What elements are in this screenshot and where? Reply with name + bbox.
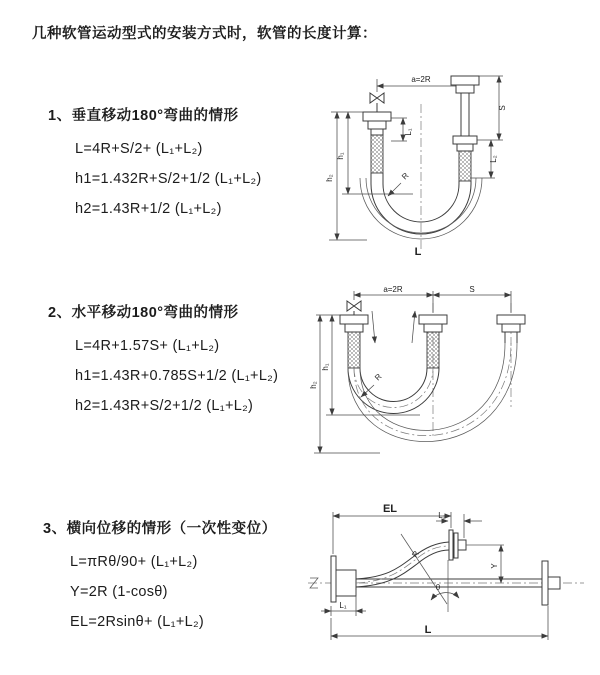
braided-hose-section — [459, 151, 471, 181]
dim-el — [333, 503, 451, 554]
dim-label-a2r: a=2R — [383, 285, 403, 294]
displaced-hose — [356, 542, 449, 587]
formula-l: L=4R+S/2+ (L₁+L₂) — [75, 141, 203, 157]
dim-label-l1: L₁ — [339, 601, 347, 610]
section-1-formulas — [75, 134, 262, 224]
section-3-formulas — [70, 547, 277, 637]
left-pipe-fitting — [363, 112, 391, 173]
dim-label-radius: R — [410, 549, 421, 560]
dim-label-a2r: a=2R — [411, 75, 431, 84]
formula-l: L=4R+1.57S+ (L₁+L₂) — [75, 338, 220, 354]
radius-annotation — [388, 171, 411, 196]
dim-l1 — [391, 118, 413, 141]
dim-l2 — [436, 511, 482, 538]
dim-h2 — [309, 315, 380, 453]
dim-label-el: EL — [382, 503, 398, 515]
dim-label-h2: h₂ — [325, 174, 334, 182]
dim-a-2r — [354, 285, 511, 313]
dim-label-radius: R — [400, 170, 411, 182]
diagram-horizontal-180-bend — [308, 285, 595, 467]
formula-h1: h1=1.432R+S/2+1/2 (L₁+L₂) — [75, 171, 262, 187]
dim-label-radius: R — [373, 371, 384, 383]
formula-y: Y=2R (1-cosθ) — [70, 584, 168, 600]
diagram-lateral-displacement — [298, 498, 590, 653]
right-flange-fitting — [542, 561, 560, 605]
dim-label-h1: h₁ — [336, 152, 345, 160]
dim-label-h1: h₁ — [321, 363, 330, 371]
dim-label-s: S — [469, 285, 475, 294]
dim-label-l: L — [424, 624, 432, 636]
dim-label-l2: L₂ — [438, 511, 446, 520]
left-pipe-fitting — [340, 315, 368, 368]
dim-l-bottom — [415, 246, 422, 258]
page-title: 几种软管运动型式的安装方式时，软管的长度计算： — [32, 26, 377, 42]
dim-s — [433, 285, 511, 295]
valve-icon — [370, 93, 384, 112]
section-2-formulas — [75, 331, 278, 421]
upper-flange-fitting — [449, 530, 466, 560]
motion-arrows — [372, 311, 415, 343]
braided-hose-section — [427, 332, 439, 368]
dim-label-theta: θ — [435, 583, 441, 592]
section-1-heading: 1、垂直移动180°弯曲的情形 — [48, 108, 239, 124]
dim-label-s: S — [498, 105, 507, 111]
left-flange-fitting — [331, 556, 356, 602]
u-hose-initial-position — [348, 368, 439, 414]
angle-annotation — [431, 560, 459, 612]
section-3 — [43, 517, 277, 637]
dim-label-h2: h₂ — [309, 381, 318, 389]
dim-label-l: L — [414, 246, 422, 258]
dim-l2 — [471, 140, 498, 178]
section-2-heading: 2、水平移动180°弯曲的情形 — [48, 305, 239, 321]
dim-h2 — [325, 112, 367, 240]
section-3-heading: 3、横向位移的情形（一次性变位） — [43, 521, 277, 537]
dim-label-l1: L₁ — [404, 128, 413, 136]
dim-y — [466, 545, 504, 583]
valve-icon — [347, 301, 361, 315]
formula-el: EL=2Rsinθ+ (L₁+L₂) — [70, 614, 205, 630]
formula-h2: h2=1.43R+1/2 (L₁+L₂) — [75, 201, 222, 217]
middle-pipe-fitting — [419, 315, 447, 368]
dim-label-l2: L₂ — [489, 155, 498, 163]
formula-l: L=πRθ/90+ (L₁+L₂) — [70, 554, 198, 570]
diagram-vertical-180-bend — [315, 66, 580, 260]
section-2 — [48, 301, 278, 421]
right-pipe-fitting — [451, 76, 479, 181]
formula-h2: h2=1.43R+S/2+1/2 (L₁+L₂) — [75, 398, 254, 414]
braided-hose-section — [371, 135, 383, 173]
formula-h1: h1=1.43R+0.785S+1/2 (L₁+L₂) — [75, 368, 279, 384]
dim-s — [477, 76, 507, 140]
dim-label-y: Y — [490, 563, 499, 569]
braided-hose-section — [348, 332, 360, 368]
section-1 — [48, 104, 262, 224]
